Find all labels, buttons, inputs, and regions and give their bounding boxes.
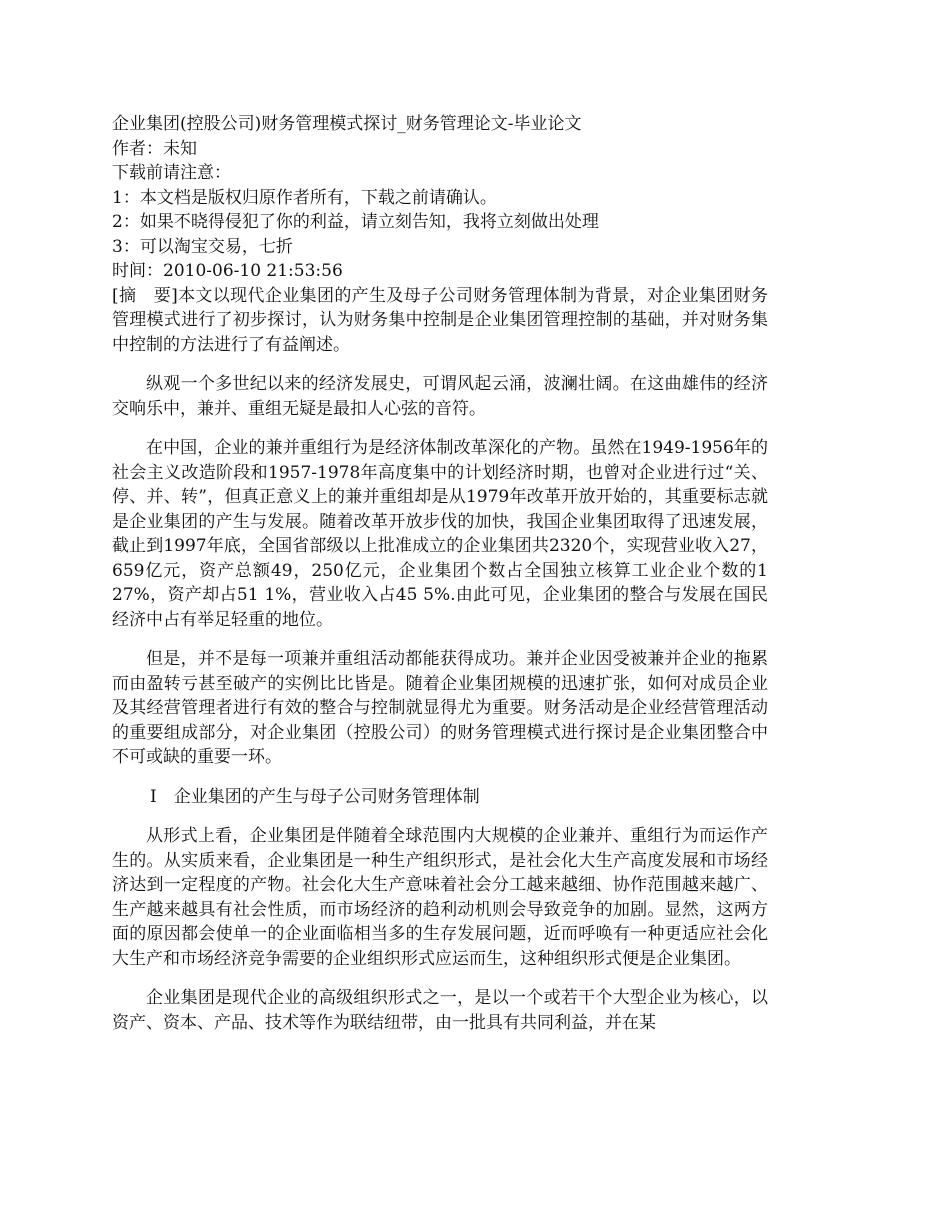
document-page bbox=[112, 112, 768, 1035]
body-paragraph: 在中国，企业的兼并重组行为是经济体制改革深化的产物。虽然在1949-1956年的社会主义改造阶段和1957-1978年高度集中的计划经济时期，也曾对企业进行过“关、停、并、转”，但真正意义上的兼并重组却是从1979年改革开放开始的，其重要标志就是企业集团的产生与发展。随着改革开放步伐的加快，我国企业集团取得了迅速发展，截止到1997年底，全国省部级以上批准成立的企业集团共2320个，实现营业收入27，659亿元，资产总额49，250亿元，企业集团个数占全国独立核算工业企业个数的1 27%，资产却占51 1%，营业收入占45 5%.由此可见，企业集团的整合与发展在国民经济中占有举足轻重的地位。 bbox=[112, 438, 768, 630]
notice-item: 3：可以淘宝交易，七折 bbox=[112, 236, 293, 257]
abstract-paragraph: [摘 要]本文以现代企业集团的产生及母子公司财务管理体制为背景，对企业集团财务管理模式进行了初步探讨，认为财务集中控制是企业集团管理控制的基础，并对财务集中控制的方法进行了有益阐述。 bbox=[112, 285, 768, 355]
body-paragraph: 纵观一个多世纪以来的经济发展史，可谓风起云涌，波澜壮阔。在这曲雄伟的经济交响乐中，兼并、重组无疑是最扣人心弦的音符。 bbox=[112, 374, 768, 419]
author-line: 作者：未知 bbox=[112, 138, 197, 159]
body-paragraph: 从形式上看，企业集团是伴随着全球范围内大规模的企业兼并、重组行为而运作产生的。从实质来看，企业集团是一种生产组织形式，是社会化大生产高度发展和市场经济达到一定程度的产物。社会化大生产意味着社会分工越来越细、协作范围越来越广、生产越来越具有社会性质，而市场经济的趋利动机则会导致竞争的加剧。显然，这两方面的原因都会使单一的企业面临相当多的生存发展问题，近而呼唤有一种更适应社会化大生产和市场经济竞争需要的企业组织形式应运而生，这种组织形式便是企业集团。 bbox=[112, 826, 768, 969]
notice-heading: 下载前请注意： bbox=[112, 163, 231, 183]
document-title: 企业集团(控股公司)财务管理模式探讨_财务管理论文-毕业论文 bbox=[112, 114, 582, 134]
paragraph-gap bbox=[112, 357, 768, 372]
paragraph-gap bbox=[112, 809, 768, 824]
body-paragraph: 但是，并不是每一项兼并重组活动都能获得成功。兼并企业因受被兼并企业的拖累而由盈转亏甚至破产的实例比比皆是。随着企业集团规模的迅速扩张，如何对成员企业及其经营管理者进行有效的整合与控制就显得尤为重要。财务活动是企业经营管理活动的重要组成部分，对企业集团（控股公司）的财务管理模式进行探讨是企业集团整合中不可或缺的重要一环。 bbox=[112, 649, 768, 767]
paragraph-gap bbox=[112, 632, 768, 647]
timestamp-line: 时间：2010-06-10 21:53:56 bbox=[112, 261, 343, 281]
section-heading: Ⅰ 企业集团的产生与母子公司财务管理体制 bbox=[150, 786, 480, 807]
paragraph-gap bbox=[112, 770, 768, 785]
notice-item: 2：如果不晓得侵犯了你的利益，请立刻告知，我将立刻做出处理 bbox=[112, 212, 599, 232]
body-paragraph: 企业集团是现代企业的高级组织形式之一，是以一个或若干个大型企业为核心，以资产、资本、产品、技术等作为联结纽带，由一批具有共同利益，并在某 bbox=[112, 988, 768, 1033]
notice-item: 1：本文档是版权归原作者所有，下载之前请确认。 bbox=[112, 187, 497, 208]
paragraph-gap bbox=[112, 971, 768, 986]
paragraph-gap bbox=[112, 421, 768, 436]
